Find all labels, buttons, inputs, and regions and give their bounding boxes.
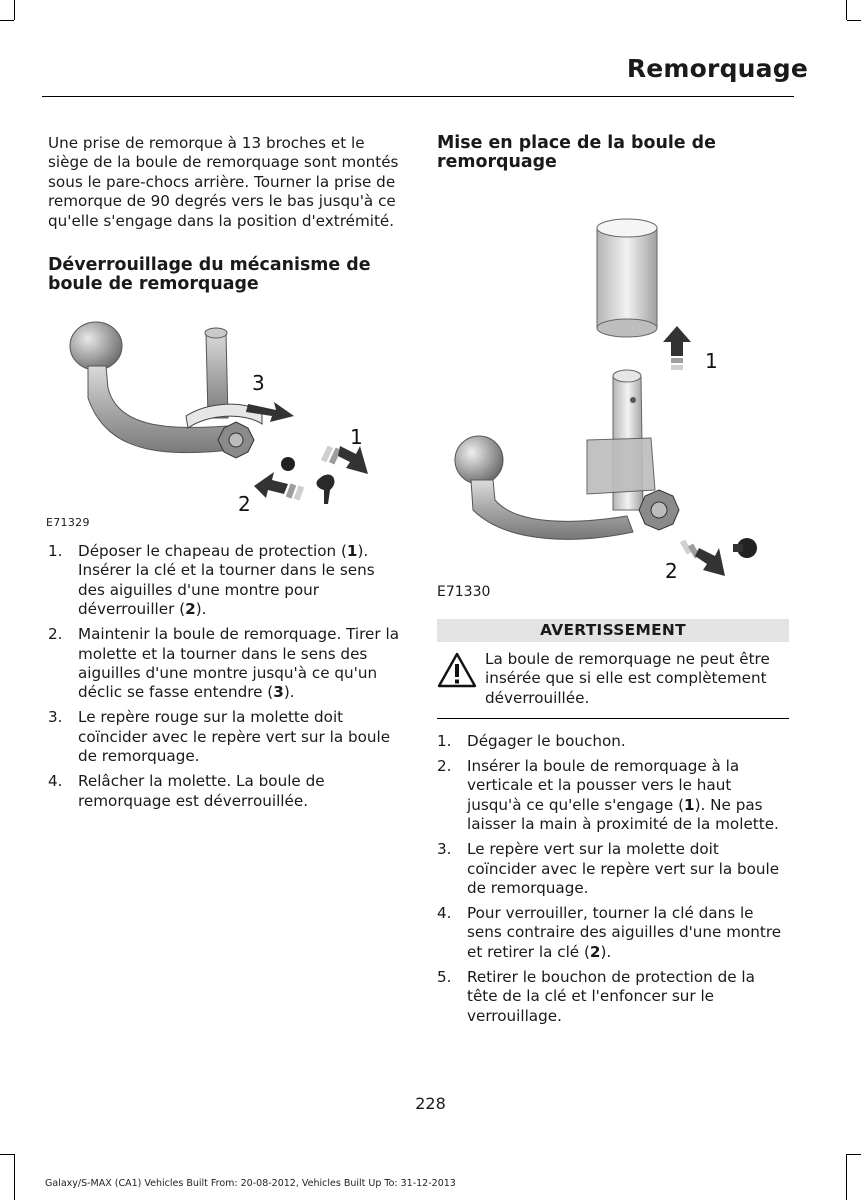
unlock-steps <box>48 542 404 817</box>
list-item: 1. Déposer le chapeau de protection (1). Insérer la clé et la tourner dans le sens des aiguilles d'une montre pour déverrouiller (2). <box>48 542 375 619</box>
callout-1: 1 <box>705 349 718 373</box>
crop-mark <box>14 1154 15 1200</box>
figure-code: E71329 <box>46 516 90 529</box>
unlock-heading <box>48 256 404 294</box>
crop-mark <box>0 1154 14 1155</box>
crop-mark <box>846 0 847 20</box>
right-column <box>437 134 789 172</box>
callout-3: 3 <box>252 371 265 395</box>
warning-body <box>437 650 789 708</box>
figure-unlock <box>48 318 388 533</box>
figure-install <box>437 210 787 610</box>
unlock-heading-line1: Déverrouillage du mécanisme de <box>48 255 371 276</box>
arrow-2-icon <box>680 539 725 576</box>
arrow-1-icon <box>321 445 368 474</box>
header-rule <box>42 96 794 97</box>
install-heading-line2: remorquage <box>437 152 557 172</box>
list-item: 4. Relâcher la molette. La boule de remorquage est déverrouillée. <box>48 772 325 810</box>
tow-ball-unlock-illustration <box>48 318 388 518</box>
list-item: 1. Dégager le bouchon. <box>437 732 626 750</box>
warning-rule <box>437 718 789 719</box>
crop-mark <box>0 20 14 21</box>
warning-triangle-icon <box>437 652 477 688</box>
crop-mark <box>846 1154 847 1200</box>
warning-text: La boule de remorquage ne peut être insérée que si elle est complètement déverrouillée. <box>485 650 770 707</box>
intro-paragraph: Une prise de remorque à 13 broches et le siège de la boule de remorquage sont montés sous le pare-chocs arrière. Tourner la prise de remorque de 90 degrés vers le bas jusqu'à ce qu'elle s'engage dans la position d'extrémité. <box>48 134 399 230</box>
list-item: 3. Le repère vert sur la molette doit coïncider avec le repère vert sur la boule de remorquage. <box>437 840 780 898</box>
install-steps <box>437 732 789 1032</box>
crop-mark <box>847 20 861 21</box>
left-column <box>48 134 404 294</box>
crop-mark <box>847 1154 861 1155</box>
warning-box <box>437 619 789 719</box>
tow-ball-install-illustration <box>437 210 777 580</box>
callout-1: 1 <box>350 425 363 449</box>
arrow-2-icon <box>254 472 304 501</box>
arrow-up-icon <box>663 326 691 370</box>
crop-mark <box>14 0 15 20</box>
footer-text: Galaxy/S-MAX (CA1) Vehicles Built From: 20-08-2012, Vehicles Built Up To: 31-12-2013 <box>45 1178 456 1189</box>
figure-code: E71330 <box>437 584 491 600</box>
unlock-heading-line2: boule de remorquage <box>48 274 259 295</box>
list-item: 3. Le repère rouge sur la molette doit coïncider avec le repère vert sur la boule de remorquage. <box>48 708 391 766</box>
page-number: 228 <box>415 1094 446 1113</box>
warning-title: AVERTISSEMENT <box>437 619 789 642</box>
list-item: 2. Maintenir la boule de remorquage. Tirer la molette et la tourner dans le sens des aiguilles d'une montre jusqu'à ce qu'un déclic se fasse entendre (3). <box>48 625 399 702</box>
callout-2: 2 <box>238 492 251 516</box>
list-item: 2. Insérer la boule de remorquage à la verticale et la pousser vers le haut jusqu'à ce qu'elle s'engage (1). Ne pas laisser la main à proximité de la molette. <box>437 757 779 834</box>
callout-2: 2 <box>665 559 678 580</box>
page-title: Remorquage <box>626 54 808 83</box>
install-heading-line1: Mise en place de la boule de <box>437 133 716 153</box>
list-item: 4. Pour verrouiller, tourner la clé dans le sens contraire des aiguilles d'une montre et retirer la clé (2). <box>437 904 782 961</box>
install-heading <box>437 134 789 172</box>
list-item: 5. Retirer le bouchon de protection de la tête de la clé et l'enfoncer sur le verrouillage. <box>437 967 755 1025</box>
